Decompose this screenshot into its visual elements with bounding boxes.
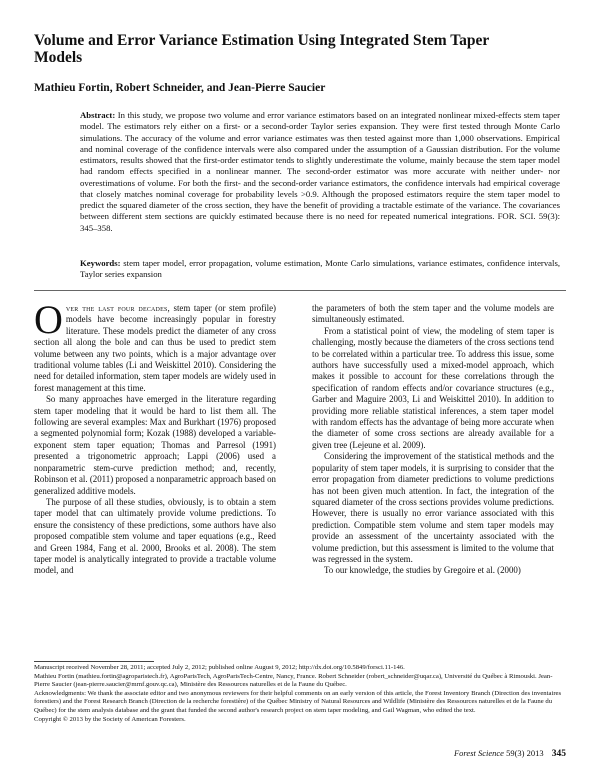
keywords	[80, 258, 560, 281]
keywords-text: stem taper model, error propagation, volume estimation, Monte Carlo simulations, variance estimates, confidence intervals, Taylor series expansion	[80, 258, 560, 280]
journal-issue: 59(3) 2013	[506, 748, 544, 758]
manuscript-history: Manuscript received November 28, 2011; accepted July 2, 2012; published online August 9, 2012; http://dx.doi.org/10.5849/forsci.11-146.	[34, 664, 405, 671]
body-paragraph: The purpose of all these studies, obviously, is to obtain a stem taper model that can ultimately provide volume predictions. To ensure the consistency of these predictions, some authors have also proposed compatible stem volume and taper equations (e.g., Reed and Green 1984, Fang et al. 2000, Brooks et al. 2008). The stem taper model is analytically integrated to provide a tractable volume model, and	[34, 496, 276, 576]
abstract-citation: FOR. SCI. 59(3): 345–358.	[80, 211, 561, 233]
paper-title: Volume and Error Variance Estimation Using Integrated Stem Taper Models	[34, 32, 489, 66]
body-paragraph: From a statistical point of view, the modeling of stem taper is challenging, mostly because the diameters of the cross sections tend to be correlated within a particular tree. To address this issue, some authors have successfully used a mixed-model approach, which makes it possible to account for these correlations through the specification of random effects and/or covariance structures (e.g., Garber and Maguire 2003, Li and Weiskittel 2010). In addition to providing more reliable statistical inferences, a stem taper model with random effects has the advantage of being more accurate when the diameter of some cross sections are already available for a given tree (Lejeune et al. 2009).	[312, 325, 554, 450]
abstract	[80, 110, 560, 234]
keywords-label: Keywords:	[80, 258, 121, 268]
paragraph-text: stem taper (or stem profile) models have become increasingly popular in forestry literature. These models predict the diameter of any cross section all along the bole and can thus be used to predict stem volume between any two points, which is a major advantage over traditional volume tables (Li and Weiskittel 2010). Considering the need for detailed information, stem taper models are widely used in forest management at this time.	[34, 303, 276, 393]
author-list: Mathieu Fortin, Robert Schneider, and Jean-Pierre Saucier	[34, 82, 326, 94]
body-column-left	[34, 297, 276, 577]
footnotes	[34, 664, 566, 724]
body-paragraph: So many approaches have emerged in the literature regarding stem taper modeling that it would be hard to list them all. The following are several examples: Max and Burkhart (1976) proposed a segmented polynomial form; Kozak (1988) developed a variable-exponent stem taper equation; Thomas and Parresol (1991) presented a trigonometric approach; Lappi (2006) used a nonparametric stem-curve prediction method; and, recently, Robinson et al. (2011) proposed a nonparametric approach based on generalized additive models.	[34, 394, 276, 496]
body-paragraph: the parameters of both the stem taper and the volume models are simultaneously estimated.	[312, 303, 554, 325]
footnote-divider	[34, 661, 154, 662]
section-divider	[34, 290, 566, 291]
copyright-notice: Copyright © 2013 by the Society of American Foresters.	[34, 715, 186, 723]
body-paragraph: Considering the improvement of the statistical methods and the popularity of stem taper models, it is surprising to consider that the error propagation from diameter predictions to volume predictions has not been given much attention. In fact, the integration of the squared diameter of the cross sections provides volume predictions. However, there is usually no error variance associated with this prediction. Compatible stem volume and stem taper models may provide an assessment of the uncertainty associated with the volume prediction, but this assessment is limited to the volume that was regressed in the system.	[312, 451, 554, 564]
journal-name: Forest Science	[453, 748, 504, 758]
page-number: 345	[551, 749, 566, 759]
lead-in-text: ver the last four decades,	[65, 303, 170, 313]
body-paragraph: To our knowledge, the studies by Gregoire et al. (2000)	[324, 565, 521, 576]
abstract-text: In this study, we propose two volume and error variance estimators based on an integrated nonlinear mixed-effects stem taper model. The estimators rely either on a first- or a second-order Taylor series expansion. They were first tested through Monte Carlo simulations. The accuracy of the volume and error variance estimates was then tested against more than 1,000 observations. Empirical and nominal coverage of the confidence intervals were also compared under the assumption of a Gaussian distribution. For the volume estimators, results showed that the first-order estimator tends to slightly underestimate the volume, mainly because the stem taper model had random effects specified in a nonlinear manner. The second-order estimator was more accurate with neither under- nor overestimations of volume. For both the first- and the second-order variance estimators, the confidence intervals had empirical coverage that closely matches nominal coverage for probability levels >0.9. Although the proposed estimators require the stem taper model to predict the squared diameter of the cross section, they have the benefit of providing a tractable estimate of the variance. The covariances between different stem sections are quickly estimated because there is no need for repeated numerical integrations.	[80, 110, 560, 222]
drop-cap: O	[34, 297, 63, 342]
abstract-label: Abstract:	[80, 110, 116, 120]
acknowledgments: Acknowledgments: We thank the associate editor and two anonymous reviewers for their helpful comments on an early version of this article, the Forest Inventory Branch (Direction des inventaires forestiers) and the Forest Research Branch (Direction de la recherche forestière) of the Québec Ministry of Natural Resources and Wildlife (Ministère des Ressources naturelles et de la Faune du Québec) for the stem analysis database and the grant that funded the second author's research project on stem taper modeling, and Gail Wagman, who edited the text.	[34, 689, 562, 714]
page-footer	[0, 748, 566, 759]
author-affiliations: Mathieu Fortin (mathieu.fortin@agroparistech.fr), AgroParisTech, AgroParisTech-Centre, Nancy, France. Robert Schneider (robert_schneider@uqar.ca), Université du Québec à Rimouski. Jean-Pierre Saucier (jean-pierre.saucier@mrnf.gouv.qc.ca), Ministère des Ressources naturelles et de la Faune du Québec.	[34, 672, 553, 689]
intro-paragraph	[34, 297, 276, 394]
body-column-right	[312, 303, 554, 577]
